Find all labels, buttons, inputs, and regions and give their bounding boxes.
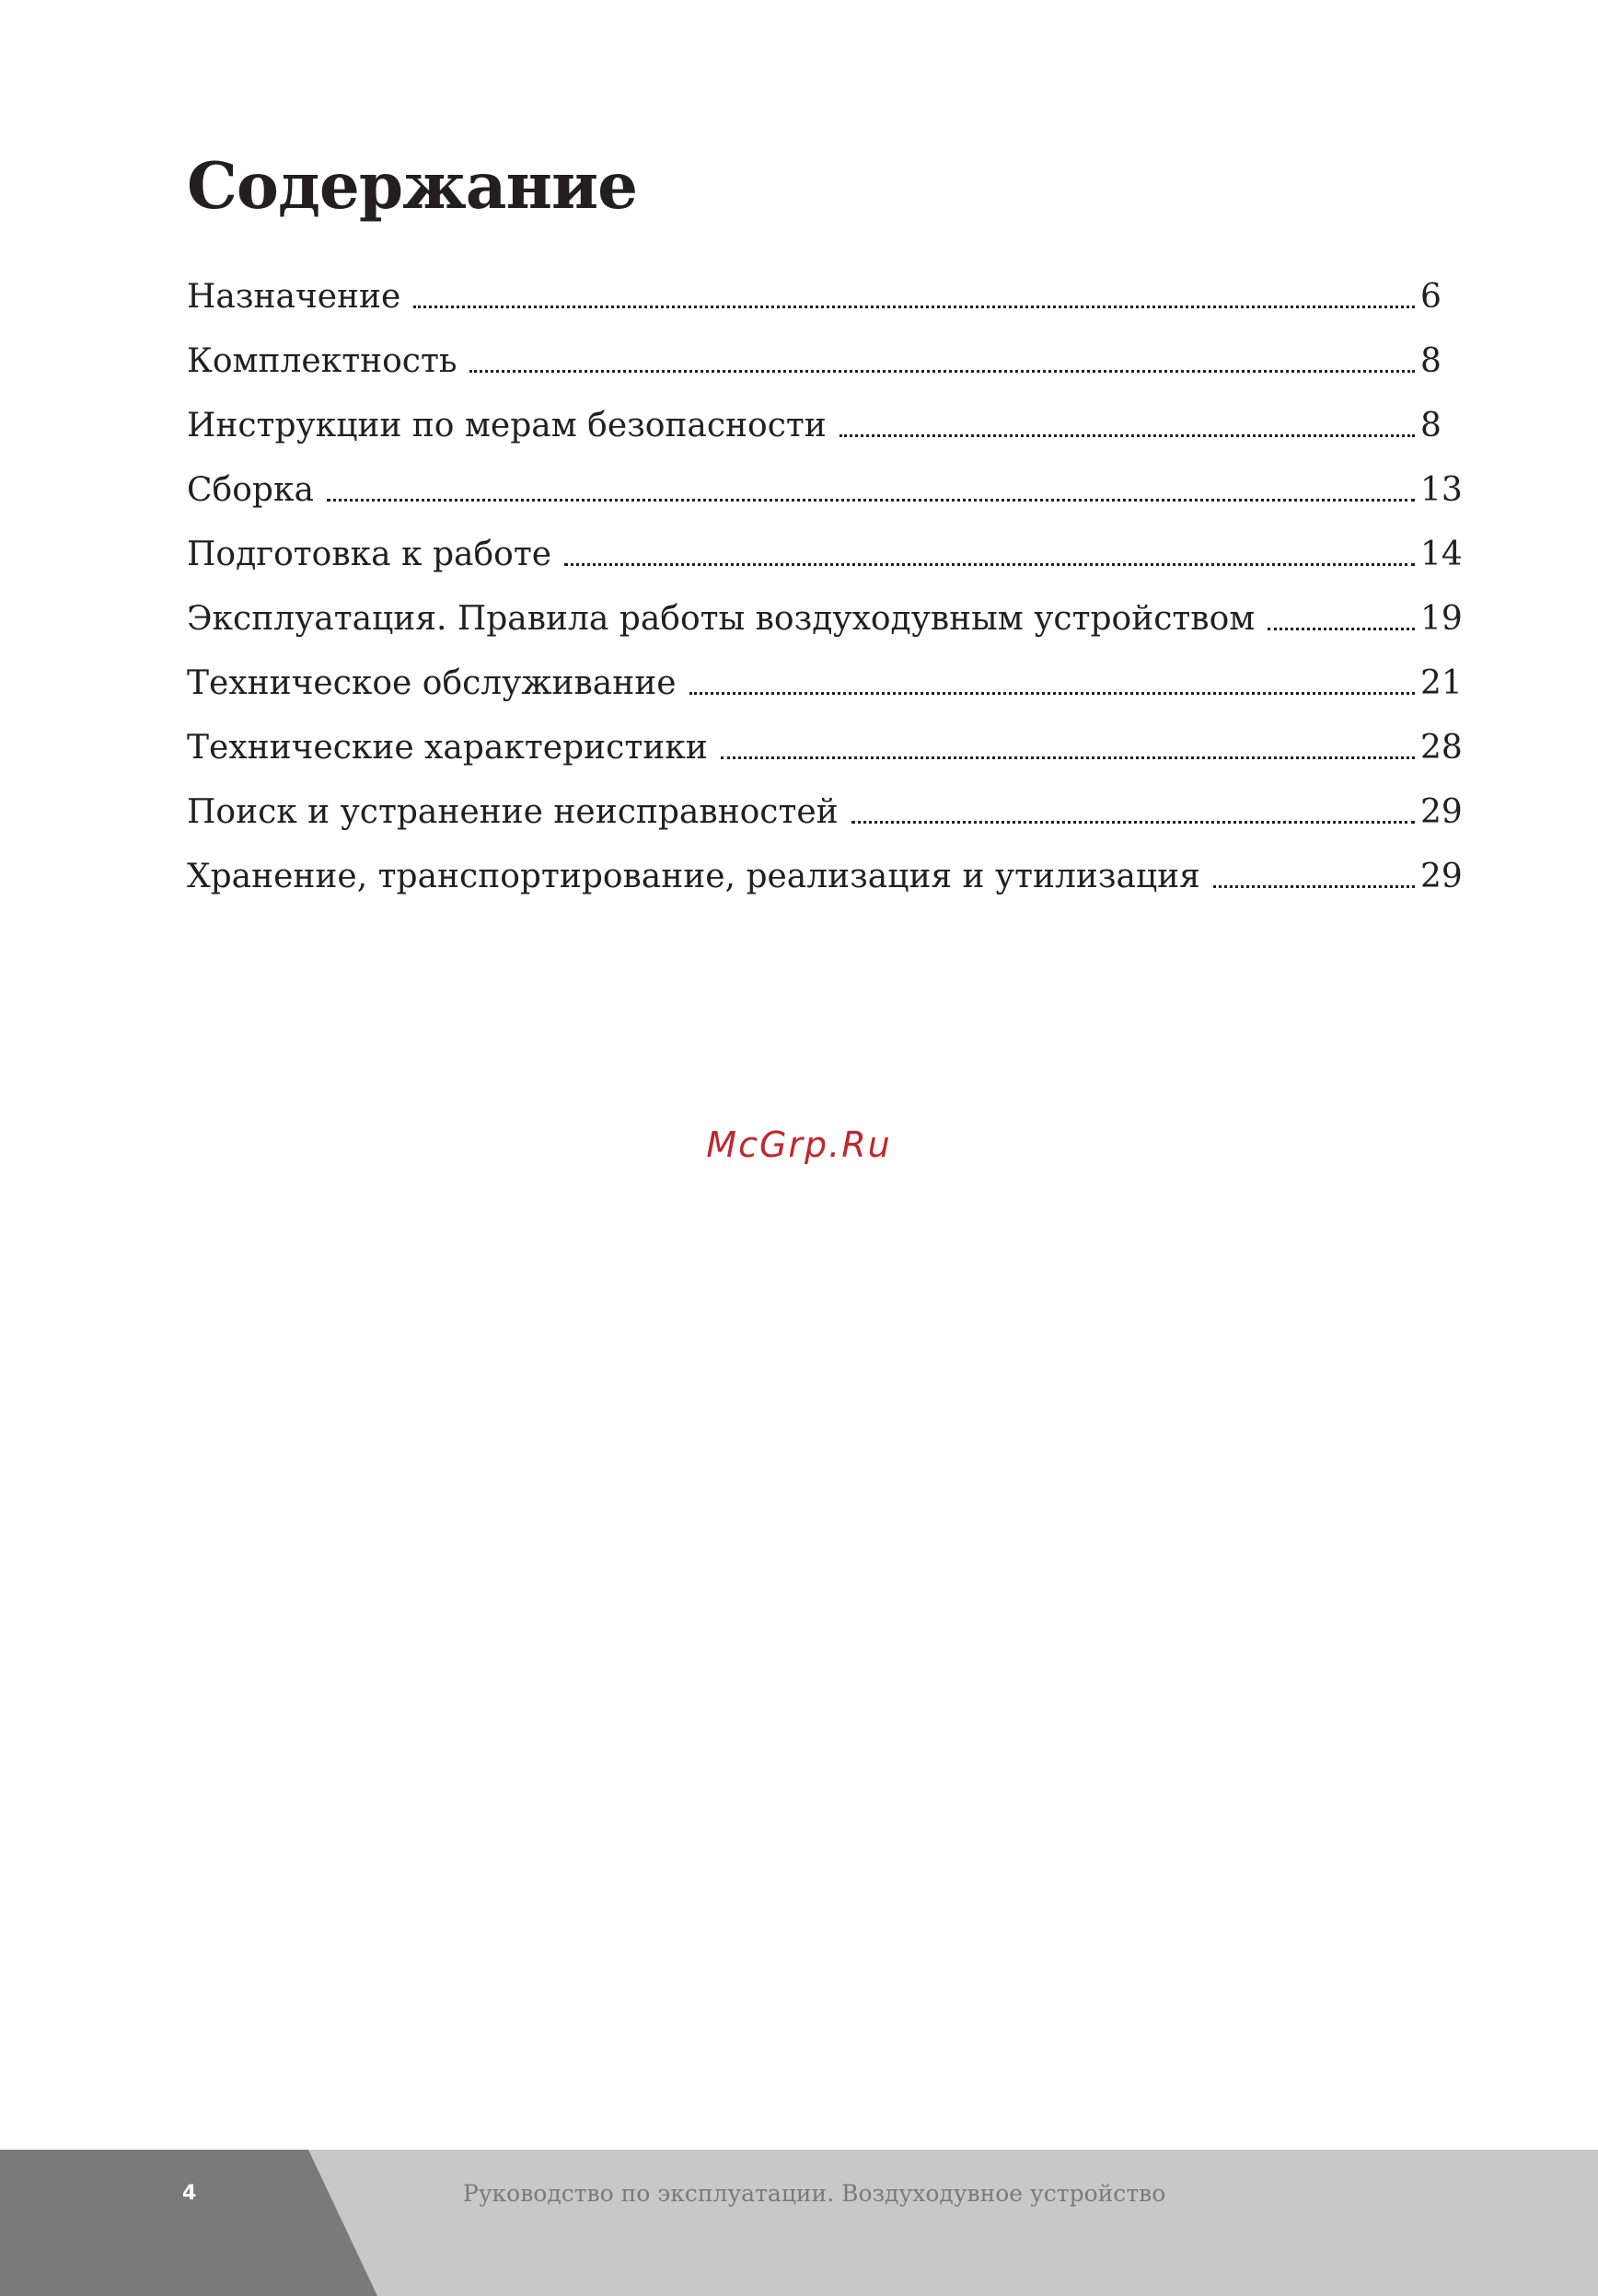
toc-dot-leader — [689, 692, 1416, 695]
toc-entry-title: Эксплуатация. Правила работы воздуходувным устройством — [187, 599, 1256, 638]
toc-dot-leader — [1268, 628, 1415, 630]
toc-entry[interactable] — [187, 329, 1463, 393]
toc-entry-title: Техническое обслуживание — [187, 663, 677, 702]
toc-entry-title: Комплектность — [187, 341, 457, 380]
footer-caption: Руководство по эксплуатации. Воздуходувное устройство — [463, 2180, 1166, 2207]
table-of-contents — [187, 264, 1463, 908]
toc-entry-page: 29 — [1420, 857, 1463, 895]
toc-entry-page: 21 — [1420, 663, 1463, 702]
toc-entry-title: Инструкции по мерам безопасности — [187, 406, 827, 444]
toc-dot-leader — [840, 434, 1415, 437]
toc-entry-title: Сборка — [187, 470, 314, 509]
toc-entry-page: 8 — [1420, 406, 1442, 444]
toc-dot-leader — [851, 821, 1415, 824]
toc-entry[interactable] — [187, 586, 1463, 651]
toc-entry-page: 8 — [1420, 341, 1442, 380]
page-title: Содержание — [187, 149, 638, 224]
toc-entry-page: 6 — [1420, 277, 1442, 316]
toc-entry[interactable] — [187, 715, 1463, 779]
toc-entry[interactable] — [187, 264, 1463, 329]
toc-entry[interactable] — [187, 522, 1463, 586]
toc-entry-page: 19 — [1420, 599, 1463, 638]
toc-entry[interactable] — [187, 393, 1463, 457]
toc-entry-title: Технические характеристики — [187, 728, 708, 767]
toc-entry[interactable] — [187, 651, 1463, 715]
toc-dot-leader — [721, 756, 1415, 759]
toc-entry-page: 29 — [1420, 792, 1463, 831]
toc-dot-leader — [413, 306, 1415, 308]
page-number: 4 — [182, 2182, 197, 2205]
toc-dot-leader — [564, 563, 1415, 566]
toc-dot-leader — [327, 499, 1415, 502]
toc-entry-page: 28 — [1420, 728, 1463, 767]
toc-entry-page: 13 — [1420, 470, 1463, 509]
toc-entry-page: 14 — [1420, 535, 1463, 573]
toc-entry[interactable] — [187, 844, 1463, 908]
watermark[interactable]: McGrp.Ru — [706, 1125, 892, 1165]
toc-entry-title: Назначение — [187, 277, 401, 316]
toc-entry[interactable] — [187, 457, 1463, 522]
toc-entry-title: Хранение, транспортирование, реализация и утилизация — [187, 857, 1200, 895]
toc-entry-title: Поиск и устранение неисправностей — [187, 792, 839, 831]
toc-entry[interactable] — [187, 779, 1463, 844]
toc-entry-title: Подготовка к работе — [187, 535, 552, 573]
toc-dot-leader — [469, 370, 1415, 373]
toc-dot-leader — [1213, 885, 1415, 888]
